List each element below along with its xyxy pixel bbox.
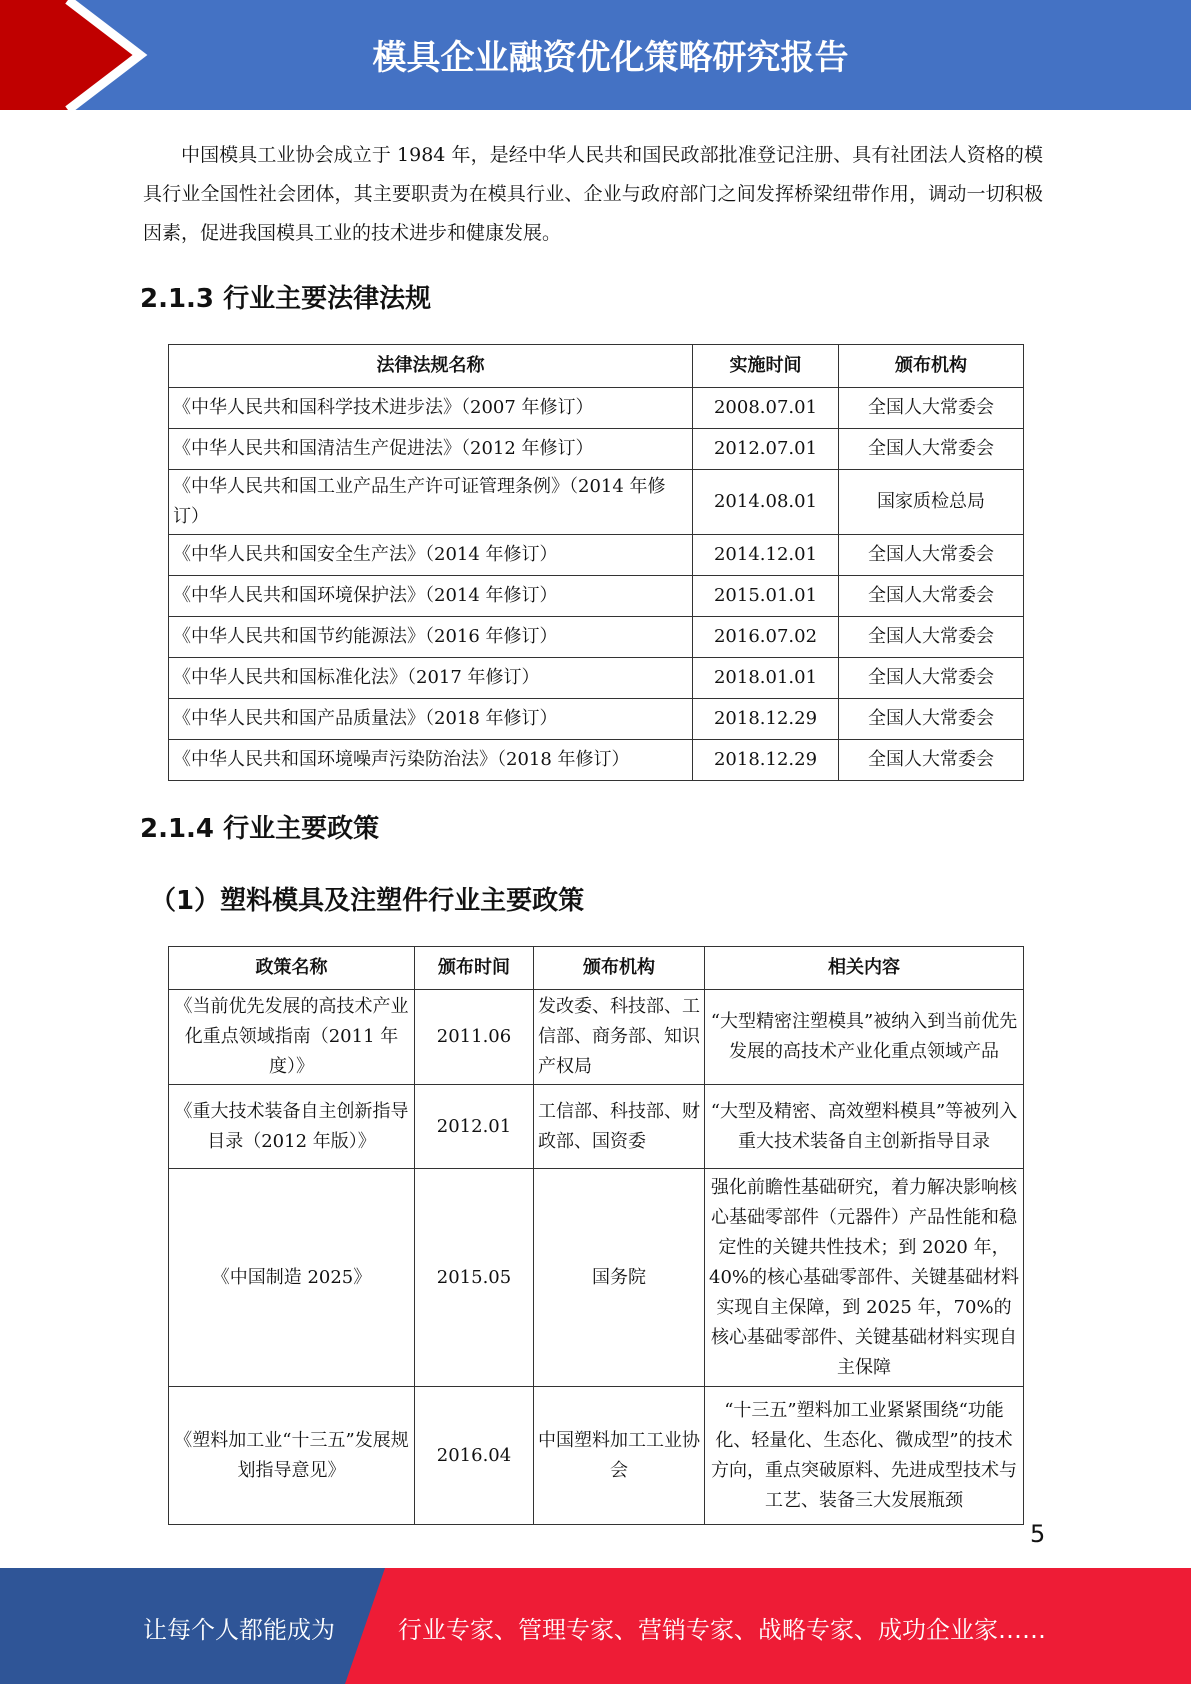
table-row: [169, 1387, 1024, 1525]
law-name: 《中华人民共和国产品质量法》（2018 年修订）: [169, 699, 693, 740]
page-number: 5: [1030, 1520, 1046, 1548]
issue-date: 2015.05: [415, 1169, 534, 1387]
col-header: 颁布机构: [534, 947, 705, 990]
issue-date: 2011.06: [415, 990, 534, 1085]
policy-name: 《中国制造 2025》: [169, 1169, 415, 1387]
table-row: [169, 617, 1024, 658]
issuing-body: 中国塑料加工工业协会: [534, 1387, 705, 1525]
section-heading-213: 2.1.3 行业主要法律法规: [140, 284, 432, 314]
policies-table: [168, 946, 1024, 1525]
issuing-body: 全国人大常委会: [839, 429, 1024, 470]
table-row: [169, 429, 1024, 470]
issuing-body: 全国人大常委会: [839, 699, 1024, 740]
effective-date: 2012.07.01: [693, 429, 839, 470]
law-name: 《中华人民共和国标准化法》（2017 年修订）: [169, 658, 693, 699]
table-row: [169, 990, 1024, 1085]
effective-date: 2018.01.01: [693, 658, 839, 699]
issuing-body: 全国人大常委会: [839, 617, 1024, 658]
law-name: 《中华人民共和国环境噪声污染防治法》（2018 年修订）: [169, 740, 693, 781]
table-row: [169, 740, 1024, 781]
col-header: 实施时间: [693, 345, 839, 388]
table-row: [169, 535, 1024, 576]
col-header: 相关内容: [705, 947, 1024, 990]
effective-date: 2018.12.29: [693, 740, 839, 781]
laws-table: [168, 344, 1024, 781]
law-name: 《中华人民共和国安全生产法》（2014 年修订）: [169, 535, 693, 576]
law-name: 《中华人民共和国工业产品生产许可证管理条例》（2014 年修订）: [169, 470, 693, 535]
policy-content: “大型及精密、高效塑料模具”等被列入重大技术装备自主创新指导目录: [705, 1085, 1024, 1169]
col-header: 政策名称: [169, 947, 415, 990]
col-header: 颁布时间: [415, 947, 534, 990]
policy-content: “大型精密注塑模具”被纳入到当前优先发展的高技术产业化重点领域产品: [705, 990, 1024, 1085]
report-title: 模具企业融资优化策略研究报告: [372, 38, 849, 78]
table-row: [169, 658, 1024, 699]
issuing-body: 国家质检总局: [839, 470, 1024, 535]
policy-name: 《当前优先发展的高技术产业化重点领域指南（2011 年度）》: [169, 990, 415, 1085]
table-row: [169, 470, 1024, 535]
issuing-body: 发改委、科技部、工信部、商务部、知识产权局: [534, 990, 705, 1085]
law-name: 《中华人民共和国科学技术进步法》（2007 年修订）: [169, 388, 693, 429]
table-row: [169, 576, 1024, 617]
policy-name: 《塑料加工业“十三五”发展规划指导意见》: [169, 1387, 415, 1525]
footer-slogan-left: 让每个人都能成为: [143, 1616, 335, 1644]
table-row: [169, 1169, 1024, 1387]
issue-date: 2016.04: [415, 1387, 534, 1525]
col-header: 颁布机构: [839, 345, 1024, 388]
section-heading-214: 2.1.4 行业主要政策: [140, 814, 380, 844]
issue-date: 2012.01: [415, 1085, 534, 1169]
table-row: [169, 699, 1024, 740]
issuing-body: 全国人大常委会: [839, 740, 1024, 781]
law-name: 《中华人民共和国清洁生产促进法》（2012 年修订）: [169, 429, 693, 470]
effective-date: 2018.12.29: [693, 699, 839, 740]
table-row: [169, 1085, 1024, 1169]
policy-content: 强化前瞻性基础研究，着力解决影响核心基础零部件（元器件）产品性能和稳定性的关键共性技术；到 2020 年，40%的核心基础零部件、关键基础材料实现自主保障，到 2025 年，70%的核心基础零部件、关键基础材料实现自主保障: [705, 1169, 1024, 1387]
law-name: 《中华人民共和国节约能源法》（2016 年修订）: [169, 617, 693, 658]
subsection-heading: （1）塑料模具及注塑件行业主要政策: [150, 886, 585, 916]
col-header: 法律法规名称: [169, 345, 693, 388]
table-row: [169, 388, 1024, 429]
issuing-body: 工信部、科技部、财政部、国资委: [534, 1085, 705, 1169]
issuing-body: 全国人大常委会: [839, 658, 1024, 699]
effective-date: 2014.08.01: [693, 470, 839, 535]
policy-content: “十三五”塑料加工业紧紧围绕“功能化、轻量化、生态化、微成型”的技术方向，重点突破原料、先进成型技术与工艺、装备三大发展瓶颈: [705, 1387, 1024, 1525]
issuing-body: 全国人大常委会: [839, 535, 1024, 576]
intro-paragraph: 中国模具工业协会成立于 1984 年，是经中华人民共和国民政部批准登记注册、具有社团法人资格的模具行业全国性社会团体，其主要职责为在模具行业、企业与政府部门之间发挥桥梁纽带作用，调动一切积极因素，促进我国模具工业的技术进步和健康发展。: [143, 144, 1043, 244]
footer-slogan-right: 行业专家、管理专家、营销专家、战略专家、成功企业家……: [398, 1616, 1046, 1644]
law-name: 《中华人民共和国环境保护法》（2014 年修订）: [169, 576, 693, 617]
issuing-body: 全国人大常委会: [839, 388, 1024, 429]
effective-date: 2016.07.02: [693, 617, 839, 658]
issuing-body: 全国人大常委会: [839, 576, 1024, 617]
effective-date: 2008.07.01: [693, 388, 839, 429]
effective-date: 2015.01.01: [693, 576, 839, 617]
policy-name: 《重大技术装备自主创新指导目录（2012 年版）》: [169, 1085, 415, 1169]
issuing-body: 国务院: [534, 1169, 705, 1387]
effective-date: 2014.12.01: [693, 535, 839, 576]
page-footer: [0, 1568, 1191, 1684]
page-header: [0, 0, 1191, 110]
